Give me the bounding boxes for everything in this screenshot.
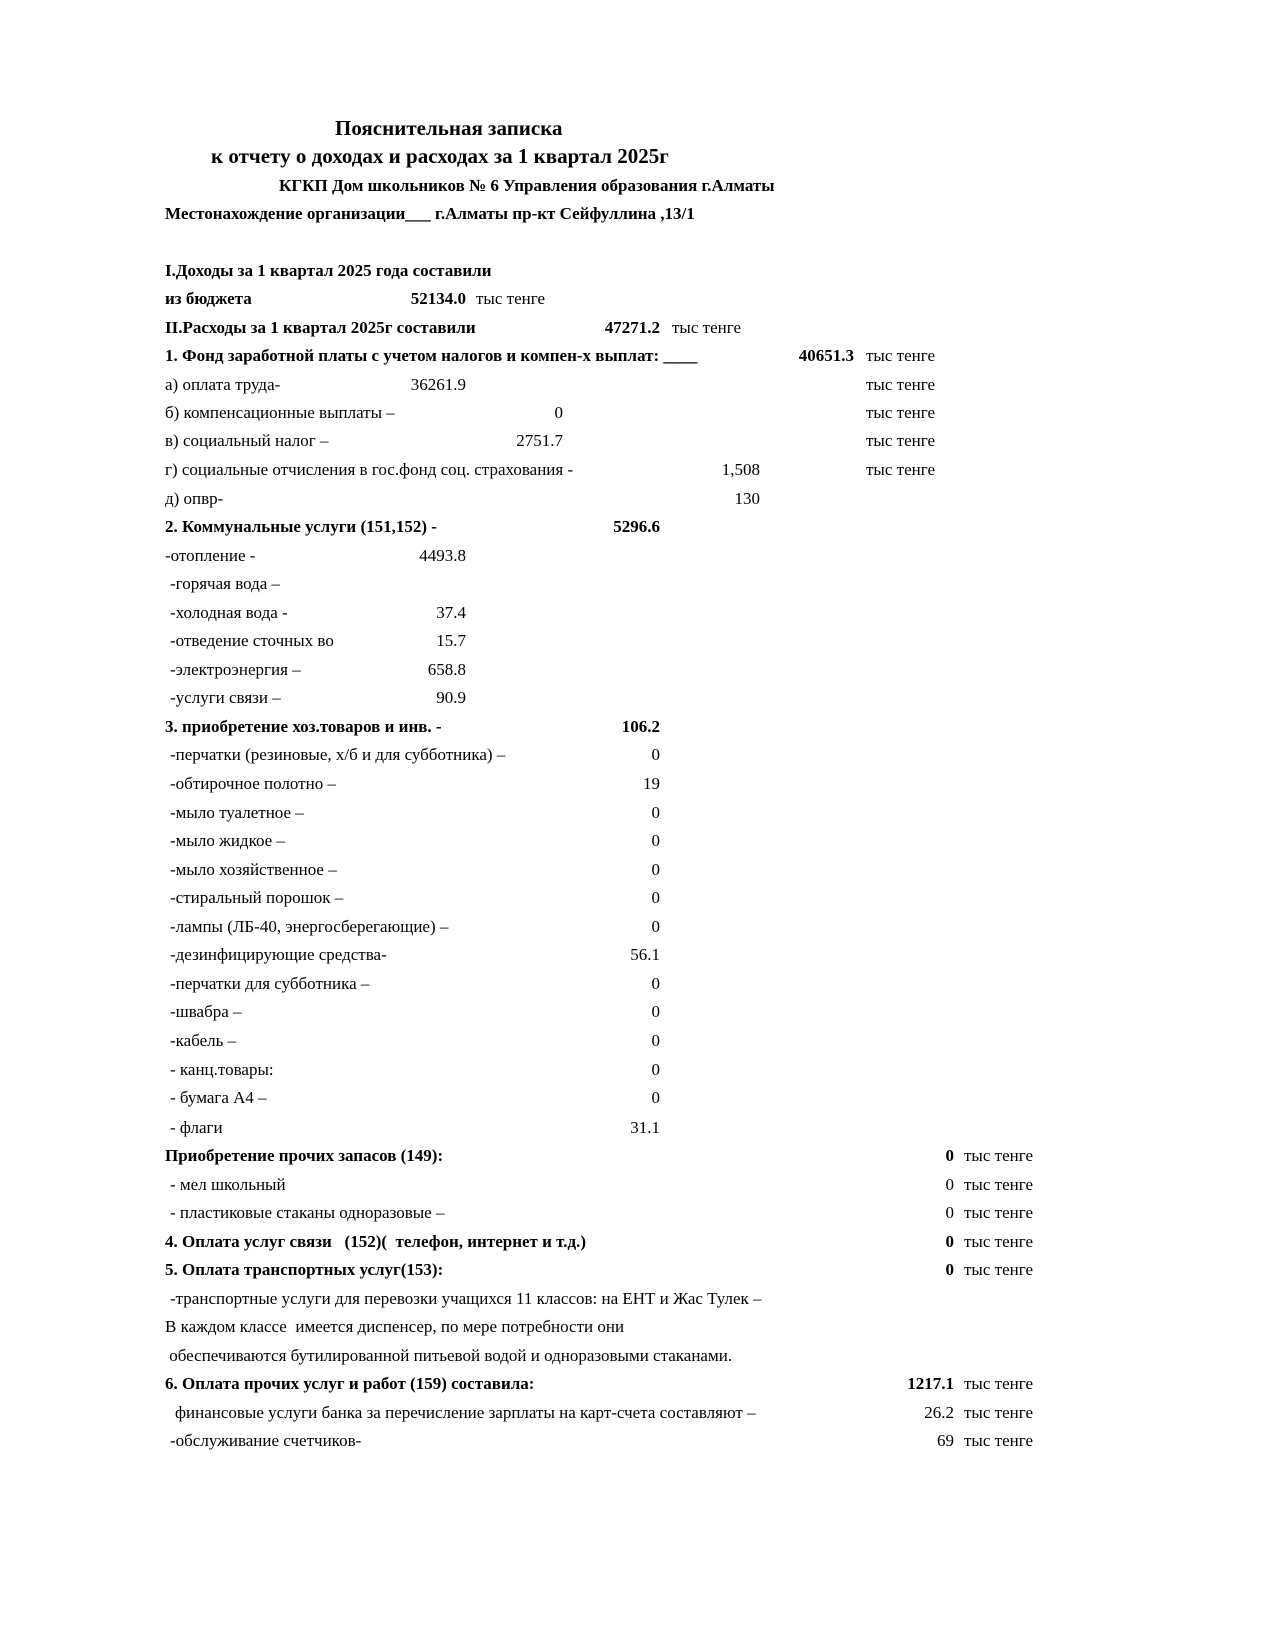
supply-item-value: 31.1 bbox=[630, 1118, 660, 1137]
other-stock-total: 0 bbox=[945, 1146, 954, 1165]
other-services-item-label: -обслуживание счетчиков- bbox=[170, 1431, 362, 1450]
utilities-total: 5296.6 bbox=[613, 517, 660, 536]
payroll-item-value: 2751.7 bbox=[516, 431, 563, 450]
other-stock-item-value: 0 bbox=[945, 1175, 954, 1194]
payroll-item-label: а) оплата труда- bbox=[165, 375, 281, 394]
budget-label: из бюджета bbox=[165, 289, 252, 308]
supply-item-value: 0 bbox=[651, 1060, 660, 1079]
transport-note: -транспортные услуги для перевозки учащихся 11 классов: на ЕНТ и Жас Тулек – bbox=[170, 1289, 762, 1308]
utilities-heading: 2. Коммунальные услуги (151,152) - bbox=[165, 517, 437, 536]
payroll-item-unit: тыс тенге bbox=[866, 375, 936, 394]
supply-item-value: 0 bbox=[651, 1002, 660, 1021]
supply-item-value: 0 bbox=[651, 888, 660, 907]
other-stock-item-label: - мел школьный bbox=[170, 1175, 286, 1194]
supply-item-value: 19 bbox=[643, 774, 660, 793]
other-services-total: 1217.1 bbox=[907, 1374, 954, 1393]
supply-item-value: 0 bbox=[651, 917, 660, 936]
income-heading: I.Доходы за 1 квартал 2025 года составили bbox=[165, 261, 492, 280]
payroll-item-value: 130 bbox=[734, 489, 760, 508]
other-stock-item-label: - пластиковые стаканы одноразовые – bbox=[170, 1203, 445, 1222]
supply-item-value: 0 bbox=[651, 860, 660, 879]
communication-total: 0 bbox=[945, 1232, 954, 1251]
supply-item-label: - флаги bbox=[170, 1118, 223, 1137]
supply-item-value: 0 bbox=[651, 803, 660, 822]
other-stock-item-unit: тыс тенге bbox=[964, 1203, 1034, 1222]
document-subtitle: к отчету о доходах и расходах за 1 квартал 2025г bbox=[211, 144, 669, 168]
utility-item-value: 4493.8 bbox=[419, 546, 466, 565]
expenses-unit: тыс тенге bbox=[672, 318, 742, 337]
other-stock-item-value: 0 bbox=[945, 1203, 954, 1222]
payroll-unit: тыс тенге bbox=[866, 346, 936, 365]
organization-name: КГКП Дом школьников № 6 Управления образования г.Алматы bbox=[279, 176, 775, 195]
communication-unit: тыс тенге bbox=[964, 1232, 1034, 1251]
payroll-heading: 1. Фонд заработной платы с учетом налогов и компен-х выплат: ____ bbox=[165, 346, 698, 365]
supply-item-label: -лампы (ЛБ-40, энергосберегающие) – bbox=[170, 917, 449, 936]
payroll-item-label: д) опвр- bbox=[165, 489, 224, 508]
other-services-unit: тыс тенге bbox=[964, 1374, 1034, 1393]
supply-item-label: -мыло туалетное – bbox=[170, 803, 304, 822]
utility-item-value: 90.9 bbox=[436, 688, 466, 707]
supply-item-label: -мыло хозяйственное – bbox=[170, 860, 337, 879]
payroll-item-value: 1,508 bbox=[721, 460, 760, 479]
transport-heading: 5. Оплата транспортных услуг(153): bbox=[165, 1260, 444, 1279]
supply-item-label: -мыло жидкое – bbox=[170, 831, 285, 850]
supply-item-label: -стиральный порошок – bbox=[170, 888, 344, 907]
supply-item-value: 0 bbox=[651, 974, 660, 993]
other-services-item-unit: тыс тенге bbox=[964, 1431, 1034, 1450]
supply-item-value: 0 bbox=[651, 1031, 660, 1050]
supply-item-label: - канц.товары: bbox=[170, 1060, 274, 1079]
utility-item-label: -услуги связи – bbox=[170, 688, 281, 707]
payroll-item-label: г) социальные отчисления в гос.фонд соц. страхования - bbox=[165, 460, 574, 479]
supply-item-label: -дезинфицирующие средства- bbox=[170, 945, 387, 964]
supply-item-label: -перчатки для субботника – bbox=[170, 974, 370, 993]
payroll-total: 40651.3 bbox=[798, 346, 854, 365]
expenses-heading: II.Расходы за 1 квартал 2025г составили bbox=[165, 318, 476, 337]
supply-item-label: -перчатки (резиновые, х/б и для субботника) – bbox=[170, 745, 506, 764]
transport-note: обеспечиваются бутилированной питьевой водой и одноразовыми стаканами. bbox=[165, 1346, 733, 1365]
utility-item-value: 15.7 bbox=[436, 631, 466, 650]
utility-item-label: -отопление - bbox=[165, 546, 256, 565]
expenses-total: 47271.2 bbox=[604, 318, 660, 337]
payroll-item-unit: тыс тенге bbox=[866, 403, 936, 422]
supply-item-label: -швабра – bbox=[170, 1002, 242, 1021]
budget-value: 52134.0 bbox=[410, 289, 466, 308]
budget-unit: тыс тенге bbox=[476, 289, 546, 308]
other-services-item-value: 69 bbox=[937, 1431, 954, 1450]
supply-item-value: 56.1 bbox=[630, 945, 660, 964]
transport-unit: тыс тенге bbox=[964, 1260, 1034, 1279]
utility-item-value: 37.4 bbox=[436, 603, 466, 622]
supply-item-value: 0 bbox=[651, 745, 660, 764]
supply-item-value: 0 bbox=[651, 1088, 660, 1107]
transport-total: 0 bbox=[945, 1260, 954, 1279]
utility-item-label: -холодная вода - bbox=[170, 603, 288, 622]
utility-item-label: -электроэнергия – bbox=[170, 660, 301, 679]
other-stock-unit: тыс тенге bbox=[964, 1146, 1034, 1165]
communication-heading: 4. Оплата услуг связи (152)( телефон, интернет и т.д.) bbox=[165, 1232, 587, 1251]
payroll-item-label: в) социальный налог – bbox=[165, 431, 329, 450]
supply-item-value: 0 bbox=[651, 831, 660, 850]
organization-location: Местонахождение организации___ г.Алматы пр-кт Сейфуллина ,13/1 bbox=[165, 204, 695, 223]
utility-item-label: -отведение сточных во bbox=[170, 631, 334, 650]
utility-item-label: -горячая вода – bbox=[170, 574, 281, 593]
other-stock-item-unit: тыс тенге bbox=[964, 1175, 1034, 1194]
transport-note: В каждом классе имеется диспенсер, по мере потребности они bbox=[165, 1317, 625, 1336]
supply-item-label: -кабель – bbox=[170, 1031, 237, 1050]
supplies-heading: 3. приобретение хоз.товаров и инв. - bbox=[165, 717, 442, 736]
supply-item-label: -обтирочное полотно – bbox=[170, 774, 336, 793]
other-services-item-value: 26.2 bbox=[924, 1403, 954, 1422]
other-services-item-unit: тыс тенге bbox=[964, 1403, 1034, 1422]
other-services-item-label: финансовые услуги банка за перечисление зарплаты на карт-счета составляют – bbox=[175, 1403, 756, 1422]
payroll-item-unit: тыс тенге bbox=[866, 460, 936, 479]
payroll-item-value: 0 bbox=[554, 403, 563, 422]
document-title: Пояснительная записка bbox=[335, 116, 563, 140]
other-services-heading: 6. Оплата прочих услуг и работ (159) составила: bbox=[165, 1374, 535, 1393]
other-stock-heading: Приобретение прочих запасов (149): bbox=[165, 1146, 444, 1165]
supplies-total: 106.2 bbox=[621, 717, 660, 736]
supply-item-label: - бумага А4 – bbox=[170, 1088, 267, 1107]
payroll-item-label: б) компенсационные выплаты – bbox=[165, 403, 395, 422]
payroll-item-unit: тыс тенге bbox=[866, 431, 936, 450]
utility-item-value: 658.8 bbox=[427, 660, 466, 679]
payroll-item-value: 36261.9 bbox=[410, 375, 466, 394]
